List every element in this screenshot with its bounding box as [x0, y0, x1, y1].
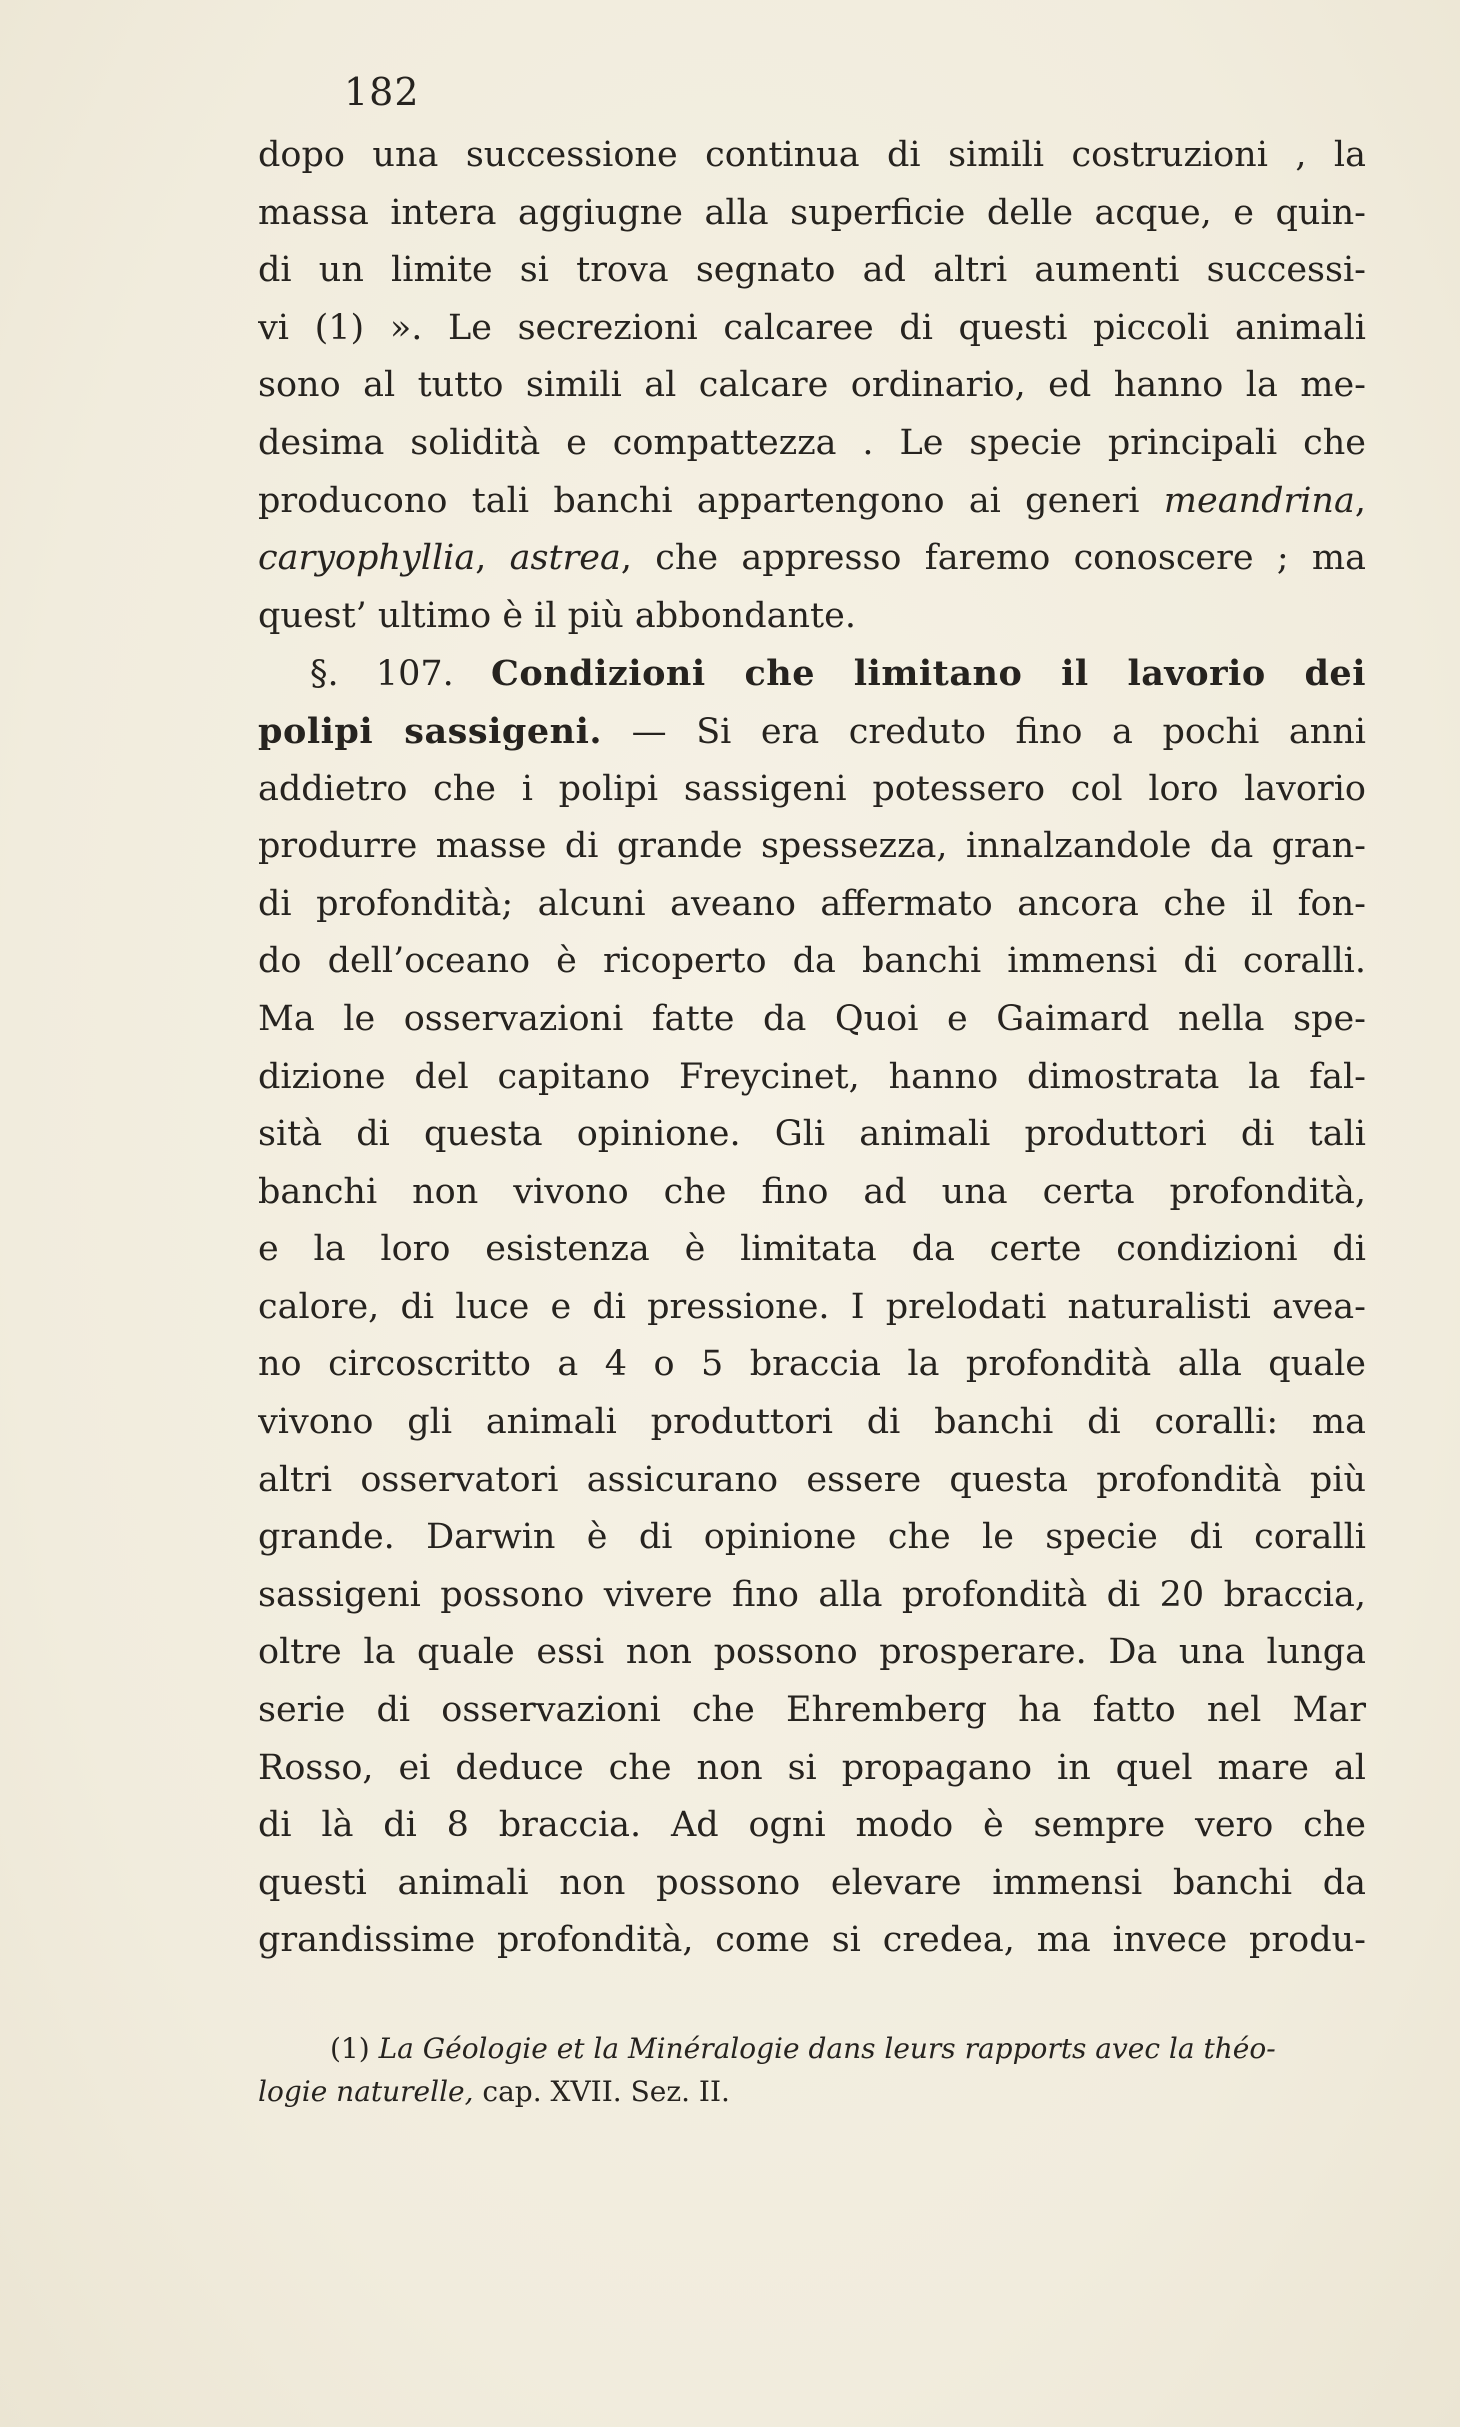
text-line-segment: grandissime profondità, come si credea, ma invece produ-	[258, 1920, 1366, 1961]
text-line-segment: §. 107.	[310, 654, 491, 695]
text-line-segment: questi animali non possono elevare immensi banchi da	[258, 1862, 1366, 1903]
text-line	[258, 127, 1366, 185]
text-line-segment: quest’ ultimo è il più abbondante.	[258, 595, 856, 636]
text-line	[258, 1106, 1366, 1164]
text-line	[258, 1855, 1366, 1913]
text-line	[258, 530, 1366, 588]
text-line-segment: , che appresso faremo conoscere ; ma	[620, 538, 1366, 579]
text-line-segment: sassigeni possono vivere fino alla profondità di 20 braccia,	[258, 1574, 1366, 1615]
text-line-segment: di là di 8 braccia. Ad ogni modo è sempre vero che	[258, 1805, 1366, 1846]
text-line-segment: caryophyllia	[258, 538, 476, 579]
text-line	[258, 991, 1366, 1049]
text-line	[258, 1279, 1366, 1337]
text-line	[258, 1509, 1366, 1567]
text-line	[258, 300, 1366, 358]
text-line-segment: calore, di luce e di pressione. I prelodati naturalisti avea-	[258, 1286, 1366, 1327]
text-line-segment: Ma le osservazioni fatte da Quoi e Gaimard nella spe-	[258, 998, 1366, 1039]
text-line	[258, 185, 1366, 243]
footnote-line-segment: (1)	[330, 2032, 379, 2065]
text-line	[258, 703, 1366, 761]
text-line-segment: polipi sassigeni.	[258, 710, 603, 752]
text-line-segment: ,	[475, 538, 510, 579]
text-line	[258, 761, 1366, 819]
text-line-segment: Rosso, ei deduce che non si propagano in quel mare al	[258, 1747, 1366, 1788]
text-line-segment: producono tali banchi appartengono ai generi	[258, 480, 1164, 521]
text-line-segment: di profondità; alcuni aveano affermato ancora che il fon-	[258, 883, 1366, 924]
text-line-segment: do dell’oceano è ricoperto da banchi immensi di coralli.	[258, 941, 1366, 982]
text-line	[258, 1221, 1366, 1279]
text-line	[258, 933, 1366, 991]
text-line-segment: altri osservatori assicurano essere questa profondità più	[258, 1459, 1366, 1500]
text-line-segment: sono al tutto simili al calcare ordinario, ed hanno la me-	[258, 365, 1366, 406]
text-line	[258, 818, 1366, 876]
text-line-segment: grande. Darwin è di opinione che le specie di coralli	[258, 1517, 1366, 1558]
footnote-line	[258, 2027, 1366, 2070]
text-line	[258, 1336, 1366, 1394]
text-line-segment: di un limite si trova segnato ad altri aumenti successi-	[258, 250, 1366, 291]
text-line	[258, 1797, 1366, 1855]
text-line	[258, 357, 1366, 415]
text-line-segment: Condizioni che limitano il lavorio dei	[491, 653, 1366, 695]
text-line-segment: massa intera aggiugne alla superficie delle acque, e quin-	[258, 192, 1366, 233]
text-line-segment: vi (1) ». Le secrezioni calcaree di questi piccoli animali	[258, 307, 1366, 348]
footnotes	[258, 2027, 1366, 2113]
text-line-segment: ,	[1354, 480, 1366, 521]
text-line	[258, 588, 1366, 646]
text-line-segment: vivono gli animali produttori di banchi di coralli: ma	[258, 1402, 1366, 1443]
footnote-line	[258, 2070, 1366, 2113]
text-line-segment: astrea	[509, 538, 621, 579]
text-line	[258, 1567, 1366, 1625]
text-line-segment: — Si era creduto fino a pochi anni	[602, 711, 1366, 752]
page-number: 182	[344, 70, 420, 114]
text-line-segment: desima solidità e compattezza . Le specie principali che	[258, 422, 1366, 463]
text-line	[258, 473, 1366, 531]
text-line-segment: produrre masse di grande spessezza, innalzandole da gran-	[258, 826, 1366, 867]
text-line	[258, 1164, 1366, 1222]
text-line-segment: sità di questa opinione. Gli animali produttori di tali	[258, 1114, 1366, 1155]
text-line	[258, 1452, 1366, 1510]
text-line	[258, 1394, 1366, 1452]
text-line	[258, 1912, 1366, 1970]
footnote-line-segment: La Géologie et la Minéralogie dans leurs rapports avec la théo-	[378, 2032, 1276, 2065]
footnote-line-segment: logie naturelle,	[258, 2075, 474, 2108]
text-line	[258, 242, 1366, 300]
text-line-segment: oltre la quale essi non possono prosperare. Da una lunga	[258, 1632, 1366, 1673]
text-line-segment: banchi non vivono che fino ad una certa profondità,	[258, 1171, 1366, 1212]
text-line-segment: addietro che i polipi sassigeni potessero col loro lavorio	[258, 768, 1366, 809]
text-line	[258, 876, 1366, 934]
text-line-segment: dizione del capitano Freycinet, hanno dimostrata la fal-	[258, 1056, 1366, 1097]
text-line	[258, 1740, 1366, 1798]
text-line-segment: no circoscritto a 4 o 5 braccia la profondità alla quale	[258, 1344, 1366, 1385]
text-line-segment: dopo una successione continua di simili costruzioni , la	[258, 135, 1366, 175]
text-line	[258, 1624, 1366, 1682]
text-line	[258, 645, 1366, 703]
text-line-segment: e la loro esistenza è limitata da certe condizioni di	[258, 1229, 1366, 1270]
text-line-segment: meandrina	[1163, 480, 1355, 521]
body-text	[258, 127, 1366, 1970]
text-line-segment: serie di osservazioni che Ehremberg ha fatto nel Mar	[258, 1690, 1366, 1731]
text-line	[258, 1682, 1366, 1740]
text-line	[258, 1049, 1366, 1107]
footnote-line-segment: cap. XVII. Sez. II.	[473, 2075, 730, 2108]
text-line	[258, 415, 1366, 473]
